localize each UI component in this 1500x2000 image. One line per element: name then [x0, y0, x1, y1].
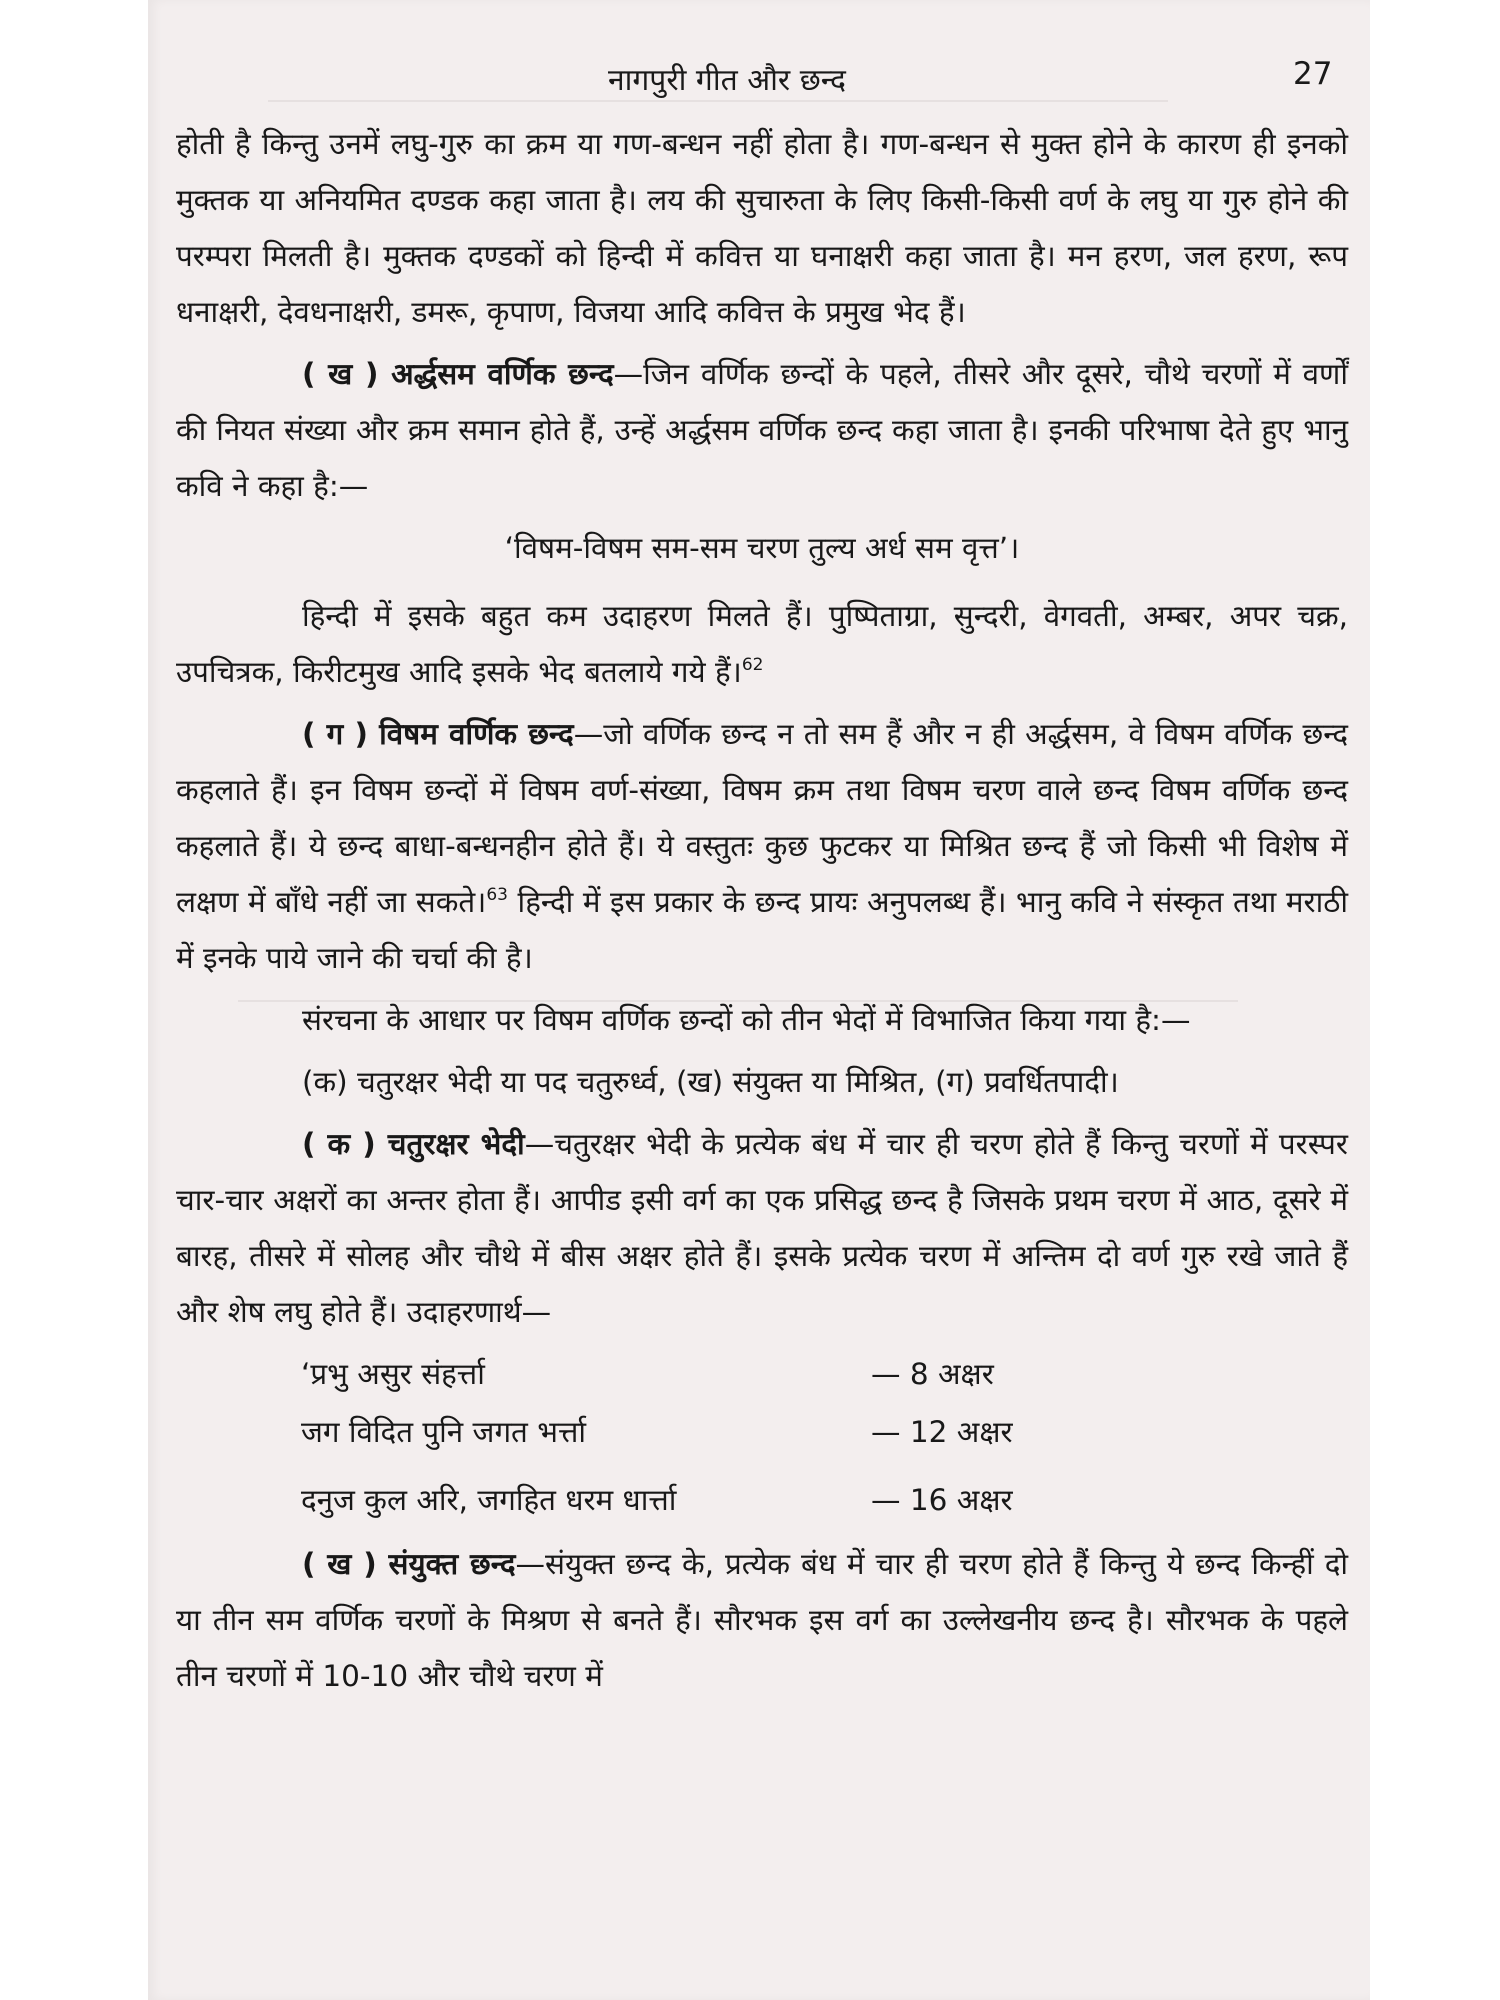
paragraph-text: संरचना के आधार पर विषम वर्णिक छन्दों को तीन भेदों में विभाजित किया गया है:—	[302, 1003, 1191, 1037]
section-heading: ( ख ) संयुक्त छन्द	[302, 1547, 516, 1581]
paragraph	[176, 992, 1348, 1048]
book-page	[148, 0, 1370, 2000]
paragraph-text: —जिन वर्णिक छन्दों के पहले, तीसरे और दूसरे, चौथे चरणों में वर्णों की नियत संख्या और क्रम समान होते हैं, उन्हें अर्द्धसम वर्णिक छन्द कहा जाता है। इनकी परिभाषा देते हुए भानु कवि ने कहा है:—	[176, 357, 1348, 503]
paragraph-text: —चतुरक्षर भेदी के प्रत्येक बंध में चार ही चरण होते हैं किन्तु चरणों में परस्पर चार-चार अक्षरों का अन्तर होता हैं। आपीड इसी वर्ग का एक प्रसिद्ध छन्द है जिसके प्रथम चरण में आठ, दूसरे में बारह, तीसरे में सोलह और चौथे में बीस अक्षर होते हैं। इसके प्रत्येक चरण में अन्तिम दो वर्ण गुरु रखे जाते हैं और शेष लघु होते हैं। उदाहरणार्थ—	[176, 1127, 1348, 1329]
paragraph-text: हिन्दी में इसके बहुत कम उदाहरण मिलते हैं। पुष्पिताग्रा, सुन्दरी, वेगवती, अम्बर, अपर चक्र, उपचित्रक, किरीटमुख आदि इसके भेद बतलाये गये हैं।	[176, 599, 1348, 689]
paragraph-text: हिन्दी में इस प्रकार के छन्द प्रायः अनुपलब्ध हैं। भानु कवि ने संस्कृत तथा मराठी में इनके पाये जाने की चर्चा की है।	[176, 885, 1349, 975]
quotation-text: ‘विषम-विषम सम-सम चरण तुल्य अर्ध सम वृत्त’।	[504, 531, 1020, 565]
section-heading: ( ग ) विषम वर्णिक छन्द	[302, 717, 574, 751]
paragraph-text: —जो वर्णिक छन्द न तो सम हैं और न ही अर्द्धसम, वे विषम वर्णिक छन्द कहलाते हैं। इन विषम छन्दों में विषम वर्ण-संख्या, विषम क्रम तथा विषम चरण वाले छन्द विषम वर्णिक छन्द कहलाते हैं। ये छन्द बाधा-बन्धनहीन होते हैं। ये वस्तुतः कुछ फुटकर या मिश्रित छन्द हैं जो किसी भी विशेष में लक्षण में बाँधे नहीं जा सकते।	[176, 717, 1348, 919]
verse-letter-count: — 12 अक्षर	[871, 1415, 1013, 1449]
paragraph	[176, 116, 1348, 340]
page-number: 27	[1293, 56, 1333, 92]
left-margin	[0, 0, 148, 2000]
verse-text: जग विदित पुनि जगत भर्त्ता	[301, 1415, 587, 1449]
paragraph-text: होती है किन्तु उनमें लघु-गुरु का क्रम या गण-बन्धन नहीं होता है। गण-बन्धन से मुक्त होने के कारण ही इनको मुक्तक या अनियमित दण्डक कहा जाता है। लय की सुचारुता के लिए किसी-किसी वर्ण के लघु या गुरु होने की परम्परा मिलती है। मुक्तक दण्डकों को हिन्दी में कवित्त या घनाक्षरी कहा जाता है। मन हरण, जल हरण, रूप धनाक्षरी, देवधनाक्षरी, डमरू, कृपाण, विजया आदि कवित्त के प्रमुख भेद हैं।	[176, 127, 1349, 329]
paragraph	[176, 1116, 1348, 1340]
paragraph	[176, 346, 1348, 514]
verse-text: दनुज कुल अरि, जगहित धरम धार्त्ता	[301, 1483, 677, 1517]
paragraph	[176, 706, 1348, 986]
footnote-marker: 62	[741, 655, 764, 675]
verse-text: ‘प्रभु असुर संहर्त्ता	[301, 1357, 485, 1391]
paragraph	[176, 588, 1348, 700]
verse-line	[176, 1472, 1348, 1530]
section-heading: ( ख ) अर्द्धसम वर्णिक छन्द	[302, 357, 614, 391]
paragraph	[176, 1536, 1348, 1704]
right-margin	[1370, 0, 1500, 2000]
section-heading: ( क ) चतुरक्षर भेदी	[302, 1127, 525, 1161]
paragraph-text: —संयुक्त छन्द के, प्रत्येक बंध में चार ही चरण होते हैं किन्तु ये छन्द किन्हीं दो या तीन सम वर्णिक चरणों के मिश्रण से बनते हैं। सौरभक इस वर्ग का उल्लेखनीय छन्द है। सौरभक के पहले तीन चरणों में 10-10 और चौथे चरण में	[176, 1547, 1348, 1693]
running-title: नागपुरी गीत और छन्द	[608, 63, 846, 98]
example-verse	[176, 1346, 1348, 1530]
paragraph-text: (क) चतुरक्षर भेदी या पद चतुरुर्ध्व, (ख) संयुक्त या मिश्रित, (ग) प्रवर्धितपादी।	[302, 1065, 1119, 1099]
footnote-marker: 63	[486, 885, 508, 905]
page-header	[148, 52, 1370, 102]
paragraph	[176, 1054, 1348, 1110]
verse-letter-count: — 8 अक्षर	[871, 1357, 994, 1391]
verse-line	[176, 1404, 1348, 1462]
quotation	[176, 520, 1348, 576]
page-body	[176, 116, 1348, 1710]
verse-letter-count: — 16 अक्षर	[871, 1483, 1013, 1517]
verse-line	[176, 1346, 1348, 1404]
